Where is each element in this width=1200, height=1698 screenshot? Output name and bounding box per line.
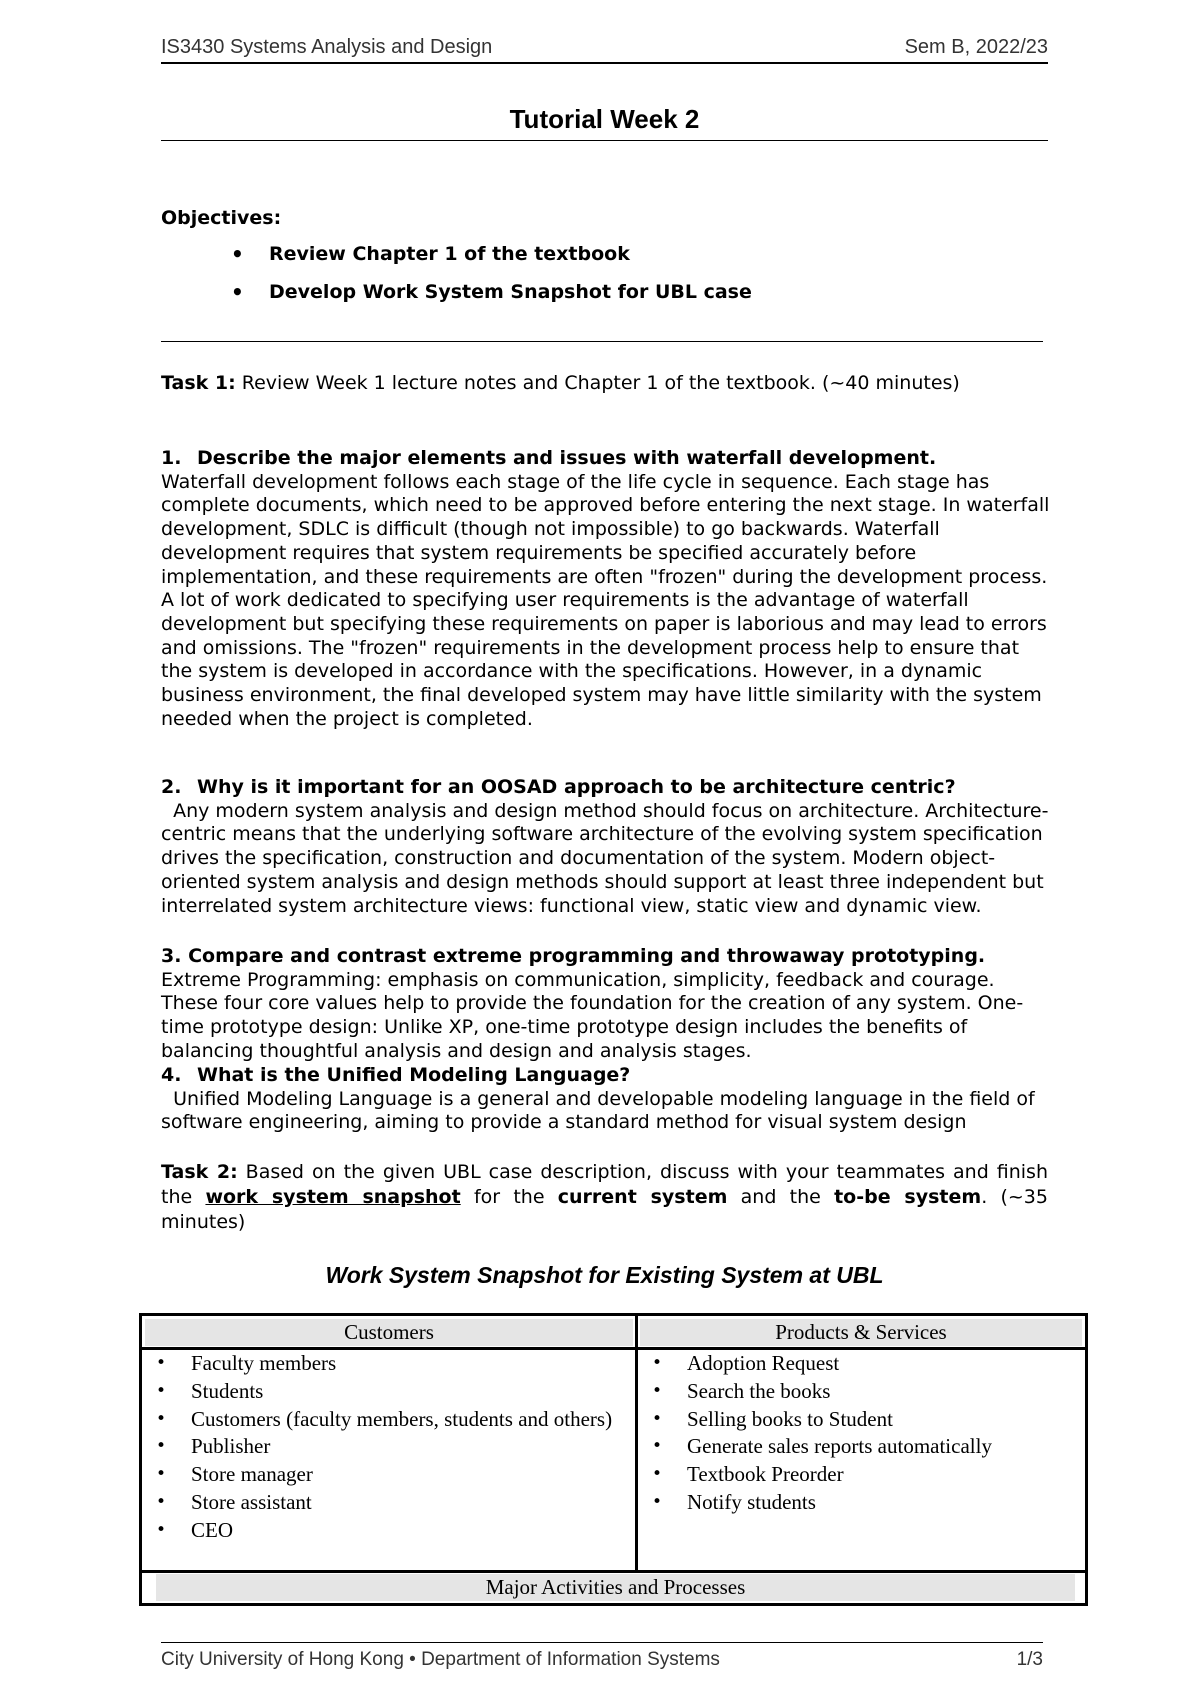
customer-item: • Students — [155, 1378, 621, 1406]
objective-item: • Develop Work System Snapshot for UBL case — [231, 281, 752, 319]
customer-item: • Store manager — [155, 1461, 621, 1489]
answer-text: Any modern system analysis and design method should focus on architecture. Architecture-centric means that the underlying software architecture of the evolving system specification drives the specification, construction and documentation of the system. Modern object-oriented system analysis and design methods should support at least three independent but interrelated system architecture views: functional view, static view and dynamic view. — [161, 799, 1050, 917]
section-divider — [161, 341, 1043, 342]
customer-item: • Publisher — [155, 1433, 621, 1461]
question-block-1 — [161, 447, 1051, 731]
table-rule — [142, 1570, 1085, 1573]
activities-header: Major Activities and Processes — [156, 1574, 1075, 1601]
products-list — [651, 1350, 1081, 1517]
task2-label: Task 2: — [161, 1161, 238, 1183]
page-header — [161, 36, 1048, 64]
customer-item: • CEO — [155, 1517, 621, 1545]
customer-item: • Customers (faculty members, students and others) — [155, 1406, 621, 1434]
question-block-3 — [161, 945, 1051, 1064]
question-heading: 3. Compare and contrast extreme programming and throwaway prototyping. — [161, 945, 986, 967]
question-block-4 — [161, 1064, 1051, 1135]
page-number: 1/3 — [1016, 1649, 1043, 1670]
product-item: • Search the books — [651, 1378, 1081, 1406]
objective-item: • Review Chapter 1 of the textbook — [231, 243, 752, 281]
product-item: • Textbook Preorder — [651, 1461, 1081, 1489]
task1-label: Task 1: — [161, 372, 236, 394]
column-divider — [635, 1316, 638, 1572]
question-heading: 1. Describe the major elements and issues with waterfall development. — [161, 447, 937, 469]
question-block-2 — [161, 776, 1051, 918]
product-item: • Generate sales reports automatically — [651, 1433, 1081, 1461]
product-item: • Adoption Request — [651, 1350, 1081, 1378]
snapshot-title: Work System Snapshot for Existing System at UBL — [325, 1262, 884, 1288]
product-item: • Selling books to Student — [651, 1406, 1081, 1434]
footer-institution: City University of Hong Kong • Department of Information Systems — [161, 1649, 720, 1670]
objectives-list — [231, 243, 752, 319]
work-system-snapshot-link: work system snapshot — [205, 1186, 461, 1208]
answer-text: Extreme Programming: emphasis on communication, simplicity, feedback and courage. These four core values help to provide the foundation for the creation of any system. One-time prototype design: Unlike XP, one-time prototype design includes the benefits of balancing thoughtful analysis and design and analysis stages. — [161, 968, 1024, 1062]
semester-label: Sem B, 2022/23 — [904, 36, 1048, 58]
customer-item: • Store assistant — [155, 1489, 621, 1517]
task1 — [161, 372, 960, 394]
task1-text: Review Week 1 lecture notes and Chapter 1 of the textbook. (~40 minutes) — [235, 372, 960, 394]
snapshot-table — [139, 1313, 1088, 1606]
customers-list — [155, 1350, 621, 1545]
question-heading: 2. Why is it important for an OOSAD approach to be architecture centric? — [161, 776, 956, 798]
answer-text: Unified Modeling Language is a general and developable modeling language in the field of software engineering, aiming to provide a standard method for visual system design — [161, 1087, 1041, 1134]
answer-text: Waterfall development follows each stage of the life cycle in sequence. Each stage has complete documents, which need to be approved before entering the next stage. In waterfall development, SDLC is difficult (though not impossible) to go backwards. Waterfall development requires that system requirements be specified accurately before implementation, and these requirements are often "frozen" during the development process. A lot of work dedicated to specifying user requirements is the advantage of waterfall development but specifying these requirements on paper is laborious and may lead to errors and omissions. The "frozen" requirements in the development process help to ensure that the system is developed in accordance with the specifications. However, in a dynamic business environment, the final developed system may have little similarity with the system needed when the project is completed. — [161, 470, 1050, 730]
course-title: IS3430 Systems Analysis and Design — [161, 36, 493, 58]
objectives-label: Objectives: — [161, 207, 282, 229]
question-heading: 4. What is the Unified Modeling Language? — [161, 1064, 631, 1086]
page-footer — [161, 1642, 1043, 1671]
product-item: • Notify students — [651, 1489, 1081, 1517]
products-header: Products & Services — [640, 1319, 1082, 1346]
customers-header: Customers — [145, 1319, 633, 1346]
task2: Task 2: Based on the given UBL case description, discuss with your teammates and finish the work system snapshot for the current system and the to-be system. (~35 minutes) — [161, 1161, 1048, 1233]
customer-item: • Faculty members — [155, 1350, 621, 1378]
page-title: Tutorial Week 2 — [161, 104, 1048, 141]
